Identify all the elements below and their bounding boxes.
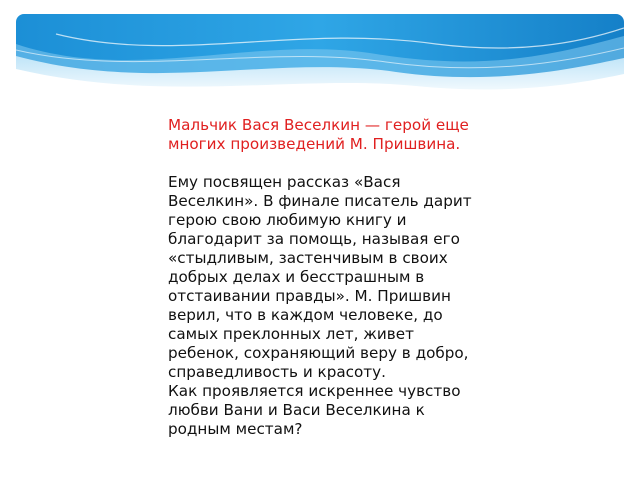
slide-text-block <box>168 116 478 439</box>
intro-text: Мальчик Вася Веселкин — герой еще многих произведений М. Пришвина. <box>168 116 469 153</box>
paragraph-spacer <box>168 154 478 173</box>
wave-graphic <box>16 14 624 100</box>
question-text: Как проявляется искреннее чувство любви Вани и Васи Веселкина к родным местам? <box>168 382 461 438</box>
body-paragraph: Ему посвящен рассказ «Вася Веселкин». В финале писатель дарит герою свою любимую книгу и благодарит за помощь, называя его «стыдливым, застенчивым в своих добрых делах и бесстрашным в отстаивании правды». М. Пришвин верил, что в каждом человеке, до самых преклонных лет, живет ребенок, сохраняющий веру в добро, справедливость и красоту. <box>168 173 472 381</box>
wave-header-decoration <box>16 14 624 100</box>
